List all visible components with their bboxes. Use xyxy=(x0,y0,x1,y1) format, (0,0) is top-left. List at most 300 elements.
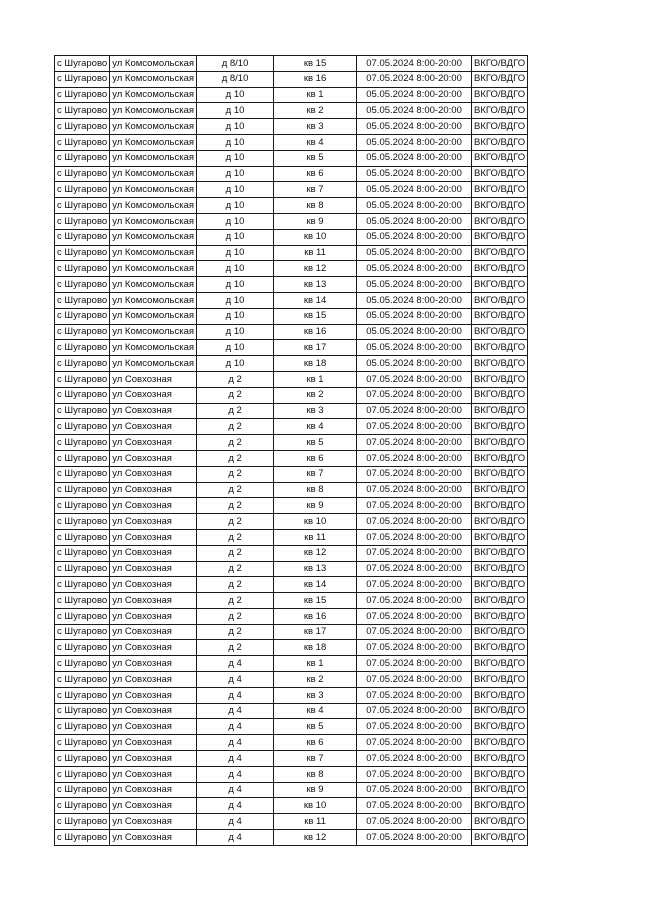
table-row xyxy=(55,371,528,387)
inspection-type-cell: ВКГО/ВДГО xyxy=(472,182,528,198)
table-row xyxy=(55,261,528,277)
settlement-cell: с Шугарово xyxy=(55,435,110,451)
apartment-cell: кв 5 xyxy=(274,435,357,451)
date-time-cell: 05.05.2024 8:00-20:00 xyxy=(357,356,472,372)
date-time-cell: 07.05.2024 8:00-20:00 xyxy=(357,56,472,72)
inspection-type-cell: ВКГО/ВДГО xyxy=(472,371,528,387)
inspection-type-cell: ВКГО/ВДГО xyxy=(472,687,528,703)
house-cell: д 4 xyxy=(197,735,274,751)
apartment-cell: кв 12 xyxy=(274,261,357,277)
settlement-cell: с Шугарово xyxy=(55,751,110,767)
street-cell: ул Комсомольская xyxy=(110,71,197,87)
house-cell: д 10 xyxy=(197,150,274,166)
house-cell: д 10 xyxy=(197,277,274,293)
street-cell: ул Совхозная xyxy=(110,387,197,403)
apartment-cell: кв 10 xyxy=(274,514,357,530)
date-time-cell: 07.05.2024 8:00-20:00 xyxy=(357,371,472,387)
settlement-cell: с Шугарово xyxy=(55,213,110,229)
inspection-type-cell: ВКГО/ВДГО xyxy=(472,482,528,498)
date-time-cell: 05.05.2024 8:00-20:00 xyxy=(357,213,472,229)
date-time-cell: 05.05.2024 8:00-20:00 xyxy=(357,292,472,308)
settlement-cell: с Шугарово xyxy=(55,719,110,735)
table-row xyxy=(55,593,528,609)
inspection-type-cell: ВКГО/ВДГО xyxy=(472,261,528,277)
street-cell: ул Комсомольская xyxy=(110,229,197,245)
house-cell: д 4 xyxy=(197,798,274,814)
street-cell: ул Совхозная xyxy=(110,514,197,530)
house-cell: д 10 xyxy=(197,213,274,229)
apartment-cell: кв 14 xyxy=(274,292,357,308)
date-time-cell: 07.05.2024 8:00-20:00 xyxy=(357,672,472,688)
street-cell: ул Совхозная xyxy=(110,624,197,640)
table-row xyxy=(55,735,528,751)
inspection-type-cell: ВКГО/ВДГО xyxy=(472,150,528,166)
date-time-cell: 07.05.2024 8:00-20:00 xyxy=(357,435,472,451)
inspection-type-cell: ВКГО/ВДГО xyxy=(472,719,528,735)
street-cell: ул Комсомольская xyxy=(110,103,197,119)
apartment-cell: кв 6 xyxy=(274,735,357,751)
street-cell: ул Комсомольская xyxy=(110,340,197,356)
settlement-cell: с Шугарово xyxy=(55,798,110,814)
street-cell: ул Комсомольская xyxy=(110,324,197,340)
street-cell: ул Комсомольская xyxy=(110,182,197,198)
settlement-cell: с Шугарово xyxy=(55,387,110,403)
date-time-cell: 07.05.2024 8:00-20:00 xyxy=(357,608,472,624)
settlement-cell: с Шугарово xyxy=(55,640,110,656)
date-time-cell: 07.05.2024 8:00-20:00 xyxy=(357,450,472,466)
inspection-type-cell: ВКГО/ВДГО xyxy=(472,751,528,767)
street-cell: ул Комсомольская xyxy=(110,87,197,103)
inspection-type-cell: ВКГО/ВДГО xyxy=(472,766,528,782)
apartment-cell: кв 4 xyxy=(274,703,357,719)
date-time-cell: 07.05.2024 8:00-20:00 xyxy=(357,403,472,419)
settlement-cell: с Шугарово xyxy=(55,577,110,593)
street-cell: ул Комсомольская xyxy=(110,261,197,277)
apartment-cell: кв 9 xyxy=(274,498,357,514)
table-row xyxy=(55,356,528,372)
inspection-type-cell: ВКГО/ВДГО xyxy=(472,577,528,593)
apartment-cell: кв 6 xyxy=(274,450,357,466)
date-time-cell: 07.05.2024 8:00-20:00 xyxy=(357,545,472,561)
house-cell: д 2 xyxy=(197,561,274,577)
house-cell: д 4 xyxy=(197,782,274,798)
date-time-cell: 05.05.2024 8:00-20:00 xyxy=(357,340,472,356)
table-row xyxy=(55,687,528,703)
table-row xyxy=(55,608,528,624)
inspection-type-cell: ВКГО/ВДГО xyxy=(472,782,528,798)
table-row xyxy=(55,798,528,814)
settlement-cell: с Шугарово xyxy=(55,672,110,688)
house-cell: д 10 xyxy=(197,166,274,182)
house-cell: д 10 xyxy=(197,308,274,324)
apartment-cell: кв 1 xyxy=(274,656,357,672)
table-row xyxy=(55,103,528,119)
inspection-type-cell: ВКГО/ВДГО xyxy=(472,324,528,340)
apartment-cell: кв 8 xyxy=(274,766,357,782)
date-time-cell: 05.05.2024 8:00-20:00 xyxy=(357,198,472,214)
street-cell: ул Совхозная xyxy=(110,703,197,719)
apartment-cell: кв 3 xyxy=(274,687,357,703)
inspection-type-cell: ВКГО/ВДГО xyxy=(472,498,528,514)
house-cell: д 4 xyxy=(197,830,274,846)
date-time-cell: 05.05.2024 8:00-20:00 xyxy=(357,308,472,324)
inspection-type-cell: ВКГО/ВДГО xyxy=(472,213,528,229)
house-cell: д 2 xyxy=(197,403,274,419)
table-row xyxy=(55,87,528,103)
house-cell: д 10 xyxy=(197,198,274,214)
table-row xyxy=(55,656,528,672)
apartment-cell: кв 13 xyxy=(274,277,357,293)
house-cell: д 10 xyxy=(197,87,274,103)
apartment-cell: кв 1 xyxy=(274,87,357,103)
date-time-cell: 07.05.2024 8:00-20:00 xyxy=(357,593,472,609)
inspection-type-cell: ВКГО/ВДГО xyxy=(472,119,528,135)
apartment-cell: кв 3 xyxy=(274,119,357,135)
street-cell: ул Совхозная xyxy=(110,529,197,545)
date-time-cell: 07.05.2024 8:00-20:00 xyxy=(357,766,472,782)
apartment-cell: кв 5 xyxy=(274,719,357,735)
street-cell: ул Комсомольская xyxy=(110,198,197,214)
inspection-type-cell: ВКГО/ВДГО xyxy=(472,229,528,245)
apartment-cell: кв 7 xyxy=(274,182,357,198)
settlement-cell: с Шугарово xyxy=(55,403,110,419)
date-time-cell: 07.05.2024 8:00-20:00 xyxy=(357,387,472,403)
house-cell: д 4 xyxy=(197,751,274,767)
table-row xyxy=(55,229,528,245)
inspection-type-cell: ВКГО/ВДГО xyxy=(472,593,528,609)
house-cell: д 4 xyxy=(197,687,274,703)
inspection-type-cell: ВКГО/ВДГО xyxy=(472,514,528,530)
inspection-type-cell: ВКГО/ВДГО xyxy=(472,166,528,182)
settlement-cell: с Шугарово xyxy=(55,624,110,640)
table-row xyxy=(55,466,528,482)
inspection-type-cell: ВКГО/ВДГО xyxy=(472,466,528,482)
street-cell: ул Совхозная xyxy=(110,672,197,688)
apartment-cell: кв 2 xyxy=(274,387,357,403)
settlement-cell: с Шугарово xyxy=(55,198,110,214)
street-cell: ул Совхозная xyxy=(110,419,197,435)
date-time-cell: 07.05.2024 8:00-20:00 xyxy=(357,71,472,87)
house-cell: д 2 xyxy=(197,450,274,466)
street-cell: ул Совхозная xyxy=(110,466,197,482)
table-row xyxy=(55,340,528,356)
settlement-cell: с Шугарово xyxy=(55,703,110,719)
apartment-cell: кв 7 xyxy=(274,466,357,482)
house-cell: д 4 xyxy=(197,672,274,688)
table-row xyxy=(55,277,528,293)
table-row xyxy=(55,782,528,798)
settlement-cell: с Шугарово xyxy=(55,814,110,830)
inspection-schedule-table xyxy=(54,55,528,846)
table-row xyxy=(55,245,528,261)
street-cell: ул Совхозная xyxy=(110,719,197,735)
settlement-cell: с Шугарово xyxy=(55,529,110,545)
house-cell: д 4 xyxy=(197,703,274,719)
settlement-cell: с Шугарово xyxy=(55,830,110,846)
settlement-cell: с Шугарово xyxy=(55,466,110,482)
inspection-type-cell: ВКГО/ВДГО xyxy=(472,529,528,545)
house-cell: д 2 xyxy=(197,593,274,609)
table-row xyxy=(55,403,528,419)
street-cell: ул Совхозная xyxy=(110,435,197,451)
house-cell: д 2 xyxy=(197,435,274,451)
date-time-cell: 07.05.2024 8:00-20:00 xyxy=(357,735,472,751)
street-cell: ул Совхозная xyxy=(110,830,197,846)
table-row xyxy=(55,198,528,214)
settlement-cell: с Шугарово xyxy=(55,261,110,277)
settlement-cell: с Шугарово xyxy=(55,182,110,198)
house-cell: д 2 xyxy=(197,529,274,545)
settlement-cell: с Шугарово xyxy=(55,277,110,293)
apartment-cell: кв 11 xyxy=(274,245,357,261)
inspection-type-cell: ВКГО/ВДГО xyxy=(472,245,528,261)
inspection-type-cell: ВКГО/ВДГО xyxy=(472,435,528,451)
street-cell: ул Совхозная xyxy=(110,403,197,419)
settlement-cell: с Шугарово xyxy=(55,87,110,103)
settlement-cell: с Шугарово xyxy=(55,150,110,166)
settlement-cell: с Шугарово xyxy=(55,56,110,72)
apartment-cell: кв 15 xyxy=(274,308,357,324)
street-cell: ул Комсомольская xyxy=(110,245,197,261)
table-row xyxy=(55,387,528,403)
table-row xyxy=(55,166,528,182)
house-cell: д 10 xyxy=(197,324,274,340)
house-cell: д 10 xyxy=(197,103,274,119)
inspection-type-cell: ВКГО/ВДГО xyxy=(472,814,528,830)
street-cell: ул Комсомольская xyxy=(110,213,197,229)
table-row xyxy=(55,450,528,466)
apartment-cell: кв 17 xyxy=(274,340,357,356)
street-cell: ул Совхозная xyxy=(110,640,197,656)
apartment-cell: кв 7 xyxy=(274,751,357,767)
date-time-cell: 05.05.2024 8:00-20:00 xyxy=(357,182,472,198)
street-cell: ул Совхозная xyxy=(110,450,197,466)
table-row xyxy=(55,308,528,324)
settlement-cell: с Шугарово xyxy=(55,371,110,387)
inspection-type-cell: ВКГО/ВДГО xyxy=(472,87,528,103)
settlement-cell: с Шугарово xyxy=(55,766,110,782)
date-time-cell: 05.05.2024 8:00-20:00 xyxy=(357,229,472,245)
apartment-cell: кв 3 xyxy=(274,403,357,419)
table-row xyxy=(55,213,528,229)
table-row xyxy=(55,292,528,308)
settlement-cell: с Шугарово xyxy=(55,134,110,150)
settlement-cell: с Шугарово xyxy=(55,545,110,561)
date-time-cell: 05.05.2024 8:00-20:00 xyxy=(357,277,472,293)
street-cell: ул Совхозная xyxy=(110,782,197,798)
street-cell: ул Комсомольская xyxy=(110,277,197,293)
apartment-cell: кв 15 xyxy=(274,593,357,609)
street-cell: ул Совхозная xyxy=(110,751,197,767)
inspection-type-cell: ВКГО/ВДГО xyxy=(472,198,528,214)
house-cell: д 2 xyxy=(197,545,274,561)
date-time-cell: 05.05.2024 8:00-20:00 xyxy=(357,324,472,340)
date-time-cell: 07.05.2024 8:00-20:00 xyxy=(357,640,472,656)
apartment-cell: кв 6 xyxy=(274,166,357,182)
apartment-cell: кв 11 xyxy=(274,814,357,830)
house-cell: д 2 xyxy=(197,371,274,387)
apartment-cell: кв 16 xyxy=(274,324,357,340)
inspection-type-cell: ВКГО/ВДГО xyxy=(472,308,528,324)
table-row xyxy=(55,561,528,577)
date-time-cell: 07.05.2024 8:00-20:00 xyxy=(357,482,472,498)
table-row xyxy=(55,703,528,719)
house-cell: д 4 xyxy=(197,719,274,735)
apartment-cell: кв 15 xyxy=(274,56,357,72)
apartment-cell: кв 8 xyxy=(274,198,357,214)
inspection-type-cell: ВКГО/ВДГО xyxy=(472,387,528,403)
date-time-cell: 05.05.2024 8:00-20:00 xyxy=(357,245,472,261)
house-cell: д 10 xyxy=(197,340,274,356)
date-time-cell: 07.05.2024 8:00-20:00 xyxy=(357,687,472,703)
house-cell: д 10 xyxy=(197,182,274,198)
apartment-cell: кв 12 xyxy=(274,830,357,846)
inspection-type-cell: ВКГО/ВДГО xyxy=(472,340,528,356)
date-time-cell: 07.05.2024 8:00-20:00 xyxy=(357,419,472,435)
inspection-type-cell: ВКГО/ВДГО xyxy=(472,830,528,846)
apartment-cell: кв 18 xyxy=(274,356,357,372)
street-cell: ул Совхозная xyxy=(110,766,197,782)
apartment-cell: кв 9 xyxy=(274,782,357,798)
house-cell: д 2 xyxy=(197,608,274,624)
apartment-cell: кв 13 xyxy=(274,561,357,577)
settlement-cell: с Шугарово xyxy=(55,356,110,372)
date-time-cell: 07.05.2024 8:00-20:00 xyxy=(357,830,472,846)
table-row xyxy=(55,119,528,135)
table-row xyxy=(55,482,528,498)
date-time-cell: 05.05.2024 8:00-20:00 xyxy=(357,134,472,150)
street-cell: ул Совхозная xyxy=(110,798,197,814)
table-row xyxy=(55,640,528,656)
date-time-cell: 07.05.2024 8:00-20:00 xyxy=(357,561,472,577)
street-cell: ул Комсомольская xyxy=(110,56,197,72)
settlement-cell: с Шугарово xyxy=(55,119,110,135)
street-cell: ул Совхозная xyxy=(110,687,197,703)
apartment-cell: кв 2 xyxy=(274,672,357,688)
inspection-type-cell: ВКГО/ВДГО xyxy=(472,798,528,814)
settlement-cell: с Шугарово xyxy=(55,71,110,87)
inspection-type-cell: ВКГО/ВДГО xyxy=(472,356,528,372)
table-row xyxy=(55,830,528,846)
table-row xyxy=(55,751,528,767)
house-cell: д 2 xyxy=(197,514,274,530)
inspection-type-cell: ВКГО/ВДГО xyxy=(472,103,528,119)
street-cell: ул Совхозная xyxy=(110,608,197,624)
apartment-cell: кв 10 xyxy=(274,798,357,814)
date-time-cell: 07.05.2024 8:00-20:00 xyxy=(357,703,472,719)
inspection-type-cell: ВКГО/ВДГО xyxy=(472,419,528,435)
apartment-cell: кв 11 xyxy=(274,529,357,545)
house-cell: д 10 xyxy=(197,261,274,277)
date-time-cell: 07.05.2024 8:00-20:00 xyxy=(357,751,472,767)
apartment-cell: кв 1 xyxy=(274,371,357,387)
settlement-cell: с Шугарово xyxy=(55,498,110,514)
date-time-cell: 05.05.2024 8:00-20:00 xyxy=(357,261,472,277)
inspection-type-cell: ВКГО/ВДГО xyxy=(472,450,528,466)
date-time-cell: 07.05.2024 8:00-20:00 xyxy=(357,577,472,593)
settlement-cell: с Шугарово xyxy=(55,782,110,798)
house-cell: д 2 xyxy=(197,419,274,435)
date-time-cell: 07.05.2024 8:00-20:00 xyxy=(357,514,472,530)
settlement-cell: с Шугарово xyxy=(55,419,110,435)
settlement-cell: с Шугарово xyxy=(55,656,110,672)
inspection-type-cell: ВКГО/ВДГО xyxy=(472,134,528,150)
date-time-cell: 05.05.2024 8:00-20:00 xyxy=(357,119,472,135)
street-cell: ул Совхозная xyxy=(110,371,197,387)
table-row xyxy=(55,324,528,340)
date-time-cell: 07.05.2024 8:00-20:00 xyxy=(357,466,472,482)
house-cell: д 2 xyxy=(197,640,274,656)
street-cell: ул Совхозная xyxy=(110,577,197,593)
inspection-type-cell: ВКГО/ВДГО xyxy=(472,656,528,672)
house-cell: д 10 xyxy=(197,134,274,150)
street-cell: ул Совхозная xyxy=(110,656,197,672)
settlement-cell: с Шугарово xyxy=(55,308,110,324)
apartment-cell: кв 8 xyxy=(274,482,357,498)
house-cell: д 2 xyxy=(197,498,274,514)
street-cell: ул Комсомольская xyxy=(110,119,197,135)
street-cell: ул Совхозная xyxy=(110,735,197,751)
house-cell: д 2 xyxy=(197,577,274,593)
street-cell: ул Комсомольская xyxy=(110,292,197,308)
date-time-cell: 07.05.2024 8:00-20:00 xyxy=(357,656,472,672)
street-cell: ул Совхозная xyxy=(110,498,197,514)
street-cell: ул Комсомольская xyxy=(110,134,197,150)
settlement-cell: с Шугарово xyxy=(55,450,110,466)
settlement-cell: с Шугарово xyxy=(55,514,110,530)
house-cell: д 2 xyxy=(197,466,274,482)
apartment-cell: кв 14 xyxy=(274,577,357,593)
settlement-cell: с Шугарово xyxy=(55,687,110,703)
settlement-cell: с Шугарово xyxy=(55,245,110,261)
house-cell: д 10 xyxy=(197,245,274,261)
table-row xyxy=(55,71,528,87)
inspection-type-cell: ВКГО/ВДГО xyxy=(472,735,528,751)
table-row xyxy=(55,498,528,514)
settlement-cell: с Шугарово xyxy=(55,292,110,308)
settlement-cell: с Шугарово xyxy=(55,229,110,245)
date-time-cell: 07.05.2024 8:00-20:00 xyxy=(357,498,472,514)
street-cell: ул Совхозная xyxy=(110,545,197,561)
house-cell: д 4 xyxy=(197,656,274,672)
house-cell: д 10 xyxy=(197,229,274,245)
street-cell: ул Комсомольская xyxy=(110,356,197,372)
apartment-cell: кв 4 xyxy=(274,134,357,150)
settlement-cell: с Шугарово xyxy=(55,593,110,609)
settlement-cell: с Шугарово xyxy=(55,103,110,119)
settlement-cell: с Шугарово xyxy=(55,166,110,182)
house-cell: д 10 xyxy=(197,292,274,308)
inspection-type-cell: ВКГО/ВДГО xyxy=(472,56,528,72)
settlement-cell: с Шугарово xyxy=(55,482,110,498)
street-cell: ул Совхозная xyxy=(110,814,197,830)
date-time-cell: 07.05.2024 8:00-20:00 xyxy=(357,529,472,545)
settlement-cell: с Шугарово xyxy=(55,324,110,340)
inspection-type-cell: ВКГО/ВДГО xyxy=(472,561,528,577)
house-cell: д 2 xyxy=(197,387,274,403)
house-cell: д 8/10 xyxy=(197,56,274,72)
date-time-cell: 05.05.2024 8:00-20:00 xyxy=(357,150,472,166)
date-time-cell: 07.05.2024 8:00-20:00 xyxy=(357,814,472,830)
house-cell: д 10 xyxy=(197,356,274,372)
house-cell: д 2 xyxy=(197,624,274,640)
apartment-cell: кв 16 xyxy=(274,71,357,87)
inspection-type-cell: ВКГО/ВДГО xyxy=(472,277,528,293)
date-time-cell: 05.05.2024 8:00-20:00 xyxy=(357,87,472,103)
table-row xyxy=(55,719,528,735)
date-time-cell: 07.05.2024 8:00-20:00 xyxy=(357,624,472,640)
settlement-cell: с Шугарово xyxy=(55,608,110,624)
